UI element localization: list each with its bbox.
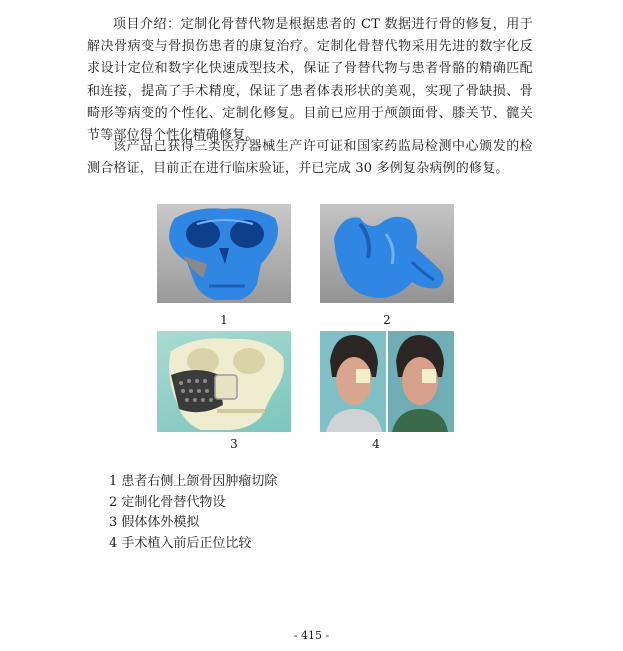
figure-label-1: 1 xyxy=(220,313,228,327)
figure-4-before-after-photos xyxy=(320,331,454,432)
before-after-illustration xyxy=(320,331,454,432)
bone-substitute-illustration xyxy=(320,204,454,303)
figure-label-4: 4 xyxy=(372,437,380,451)
figure-1-skull-model xyxy=(157,204,291,303)
figure-label-3: 3 xyxy=(230,437,238,451)
figure-captions xyxy=(109,472,277,554)
figure-2-bone-substitute xyxy=(320,204,454,303)
figure-3-prosthesis-simulation xyxy=(157,331,291,432)
caption-1: 1 患者右侧上颌骨因肿瘤切除 xyxy=(109,474,278,489)
prosthesis-simulation-illustration xyxy=(157,331,291,432)
skull-model-illustration xyxy=(157,204,291,303)
caption-3: 3 假体体外模拟 xyxy=(109,515,200,530)
page-number: - 415 - xyxy=(293,629,330,642)
caption-2: 2 定制化骨替代物设 xyxy=(109,494,226,510)
caption-4: 4 手术植入前后正位比较 xyxy=(109,535,252,551)
intro-paragraph: 项目介绍：定制化骨替代物是根据患者的 CT 数据进行骨的修复，用于解决骨病变与骨损伤患者的康复治疗。定制化骨替代物采用先进的数字化反求设计定位和数字化快速成型技术，保证了骨替代物与患者骨骼的精确匹配和连接，提高了手术精度，保证了患者体表形状的美观，实现了骨缺损、骨畸形等病变的个性化、定制化修复。目前已应用于颅颌面骨、膝关节、髋关节等部位得个性化精确修复。 xyxy=(87,17,533,144)
certification-paragraph: 该产品已获得三类医疗器械生产许可证和国家药监局检测中心颁发的检测合格证，目前正在进行临床验证，并已完成 30 多例复杂病例的修复。 xyxy=(87,139,533,177)
figure-label-2: 2 xyxy=(383,313,391,327)
